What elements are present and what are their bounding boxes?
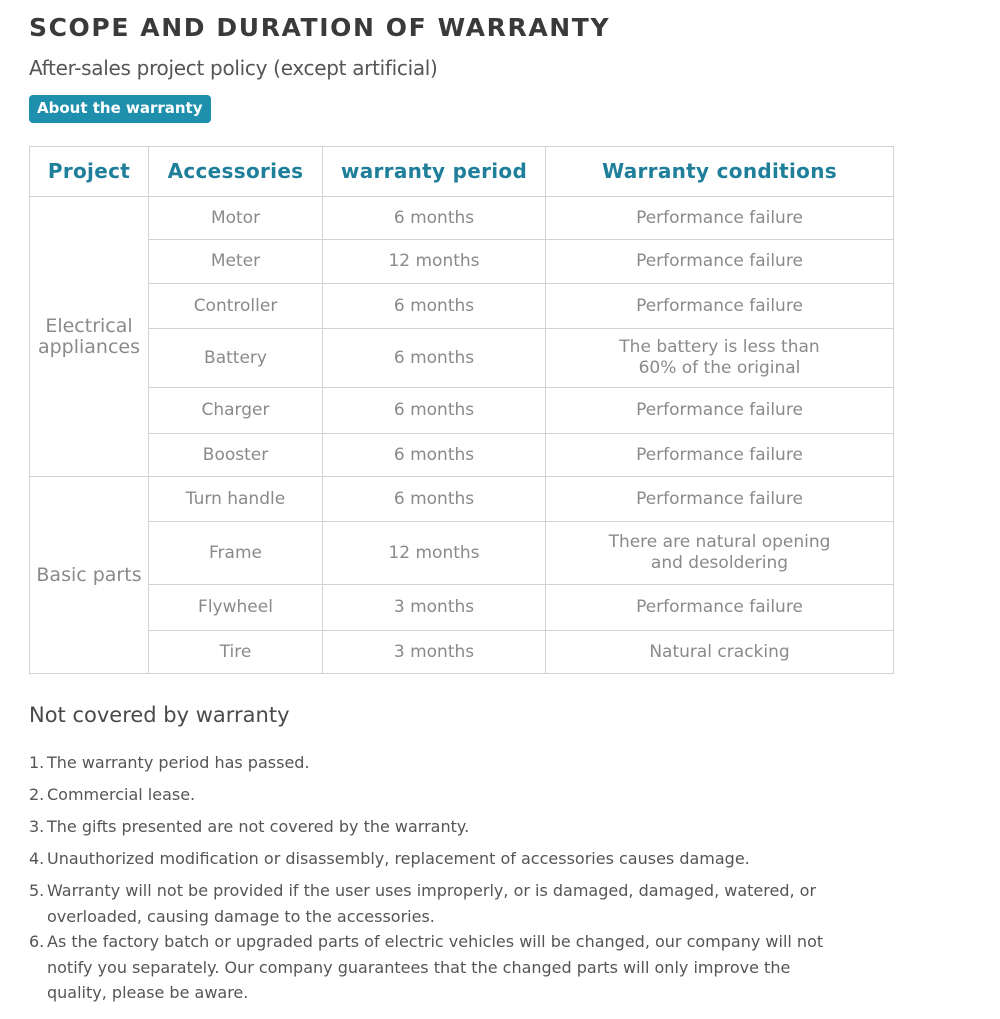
accessory-cell: Frame	[149, 522, 323, 585]
list-item-text: The warranty period has passed.	[47, 753, 310, 772]
condition-cell: Performance failure	[546, 284, 894, 329]
accessory-cell: Tire	[149, 631, 323, 674]
header-warranty-period: warranty period	[323, 147, 546, 197]
page-title: SCOPE AND DURATION OF WARRANTY	[29, 13, 611, 42]
list-item-text: Unauthorized modification or disassembly, replacement of accessories causes damage.	[47, 849, 750, 868]
list-item	[29, 929, 829, 1006]
list-item-text: Commercial lease.	[47, 785, 196, 804]
accessory-cell: Meter	[149, 240, 323, 284]
table-row	[30, 240, 894, 284]
accessory-cell: Booster	[149, 434, 323, 477]
not-covered-heading: Not covered by warranty	[29, 703, 290, 727]
period-cell: 6 months	[323, 388, 546, 434]
condition-cell: Natural cracking	[546, 631, 894, 674]
list-item-text: As the factory batch or upgraded parts of electric vehicles will be changed, our company will not notify you separately. Our company guarantees that the changed parts will only improve the quality, please be aware.	[47, 932, 824, 1002]
condition-cell: Performance failure	[546, 477, 894, 522]
accessory-cell: Flywheel	[149, 585, 323, 631]
project-cell-basic: Basic parts	[30, 477, 149, 674]
header-project: Project	[30, 147, 149, 197]
table-row	[30, 477, 894, 522]
accessory-cell: Motor	[149, 197, 323, 240]
list-item-number: 4.	[29, 849, 45, 868]
header-warranty-conditions: Warranty conditions	[546, 147, 894, 197]
table-row	[30, 388, 894, 434]
period-cell: 6 months	[323, 197, 546, 240]
page-subtitle: After-sales project policy (except artificial)	[29, 56, 438, 80]
table-row	[30, 522, 894, 585]
list-item	[29, 750, 829, 776]
table-row	[30, 329, 894, 388]
condition-cell: Performance failure	[546, 434, 894, 477]
list-item	[29, 878, 829, 929]
period-cell: 6 months	[323, 329, 546, 388]
list-item-text: The gifts presented are not covered by the warranty.	[47, 817, 470, 836]
not-covered-list	[29, 750, 829, 1006]
period-cell: 6 months	[323, 434, 546, 477]
condition-cell: There are natural opening and desoldering	[546, 522, 894, 585]
accessory-cell: Controller	[149, 284, 323, 329]
table-row	[30, 434, 894, 477]
table-header-row	[30, 147, 894, 197]
list-item	[29, 846, 829, 872]
condition-cell: Performance failure	[546, 240, 894, 284]
list-item-number: 1.	[29, 753, 45, 772]
condition-cell: The battery is less than 60% of the original	[546, 329, 894, 388]
condition-cell: Performance failure	[546, 585, 894, 631]
list-item-number: 6.	[29, 932, 45, 951]
list-item	[29, 782, 829, 808]
table-row	[30, 585, 894, 631]
period-cell: 12 months	[323, 240, 546, 284]
list-item-number: 5.	[29, 881, 45, 900]
list-item-text: Warranty will not be provided if the user uses improperly, or is damaged, damaged, watered, or overloaded, causing damage to the accessories.	[47, 881, 817, 926]
period-cell: 3 months	[323, 631, 546, 674]
table-row	[30, 284, 894, 329]
project-cell-electrical: Electrical appliances	[30, 197, 149, 477]
warranty-table	[29, 146, 894, 674]
condition-cell: Performance failure	[546, 388, 894, 434]
list-item	[29, 814, 829, 840]
list-item-number: 2.	[29, 785, 45, 804]
period-cell: 3 months	[323, 585, 546, 631]
table-row	[30, 631, 894, 674]
header-accessories: Accessories	[149, 147, 323, 197]
list-item-number: 3.	[29, 817, 45, 836]
table-row	[30, 197, 894, 240]
condition-cell: Performance failure	[546, 197, 894, 240]
about-warranty-badge: About the warranty	[29, 95, 211, 123]
accessory-cell: Battery	[149, 329, 323, 388]
period-cell: 6 months	[323, 284, 546, 329]
accessory-cell: Turn handle	[149, 477, 323, 522]
period-cell: 6 months	[323, 477, 546, 522]
accessory-cell: Charger	[149, 388, 323, 434]
period-cell: 12 months	[323, 522, 546, 585]
